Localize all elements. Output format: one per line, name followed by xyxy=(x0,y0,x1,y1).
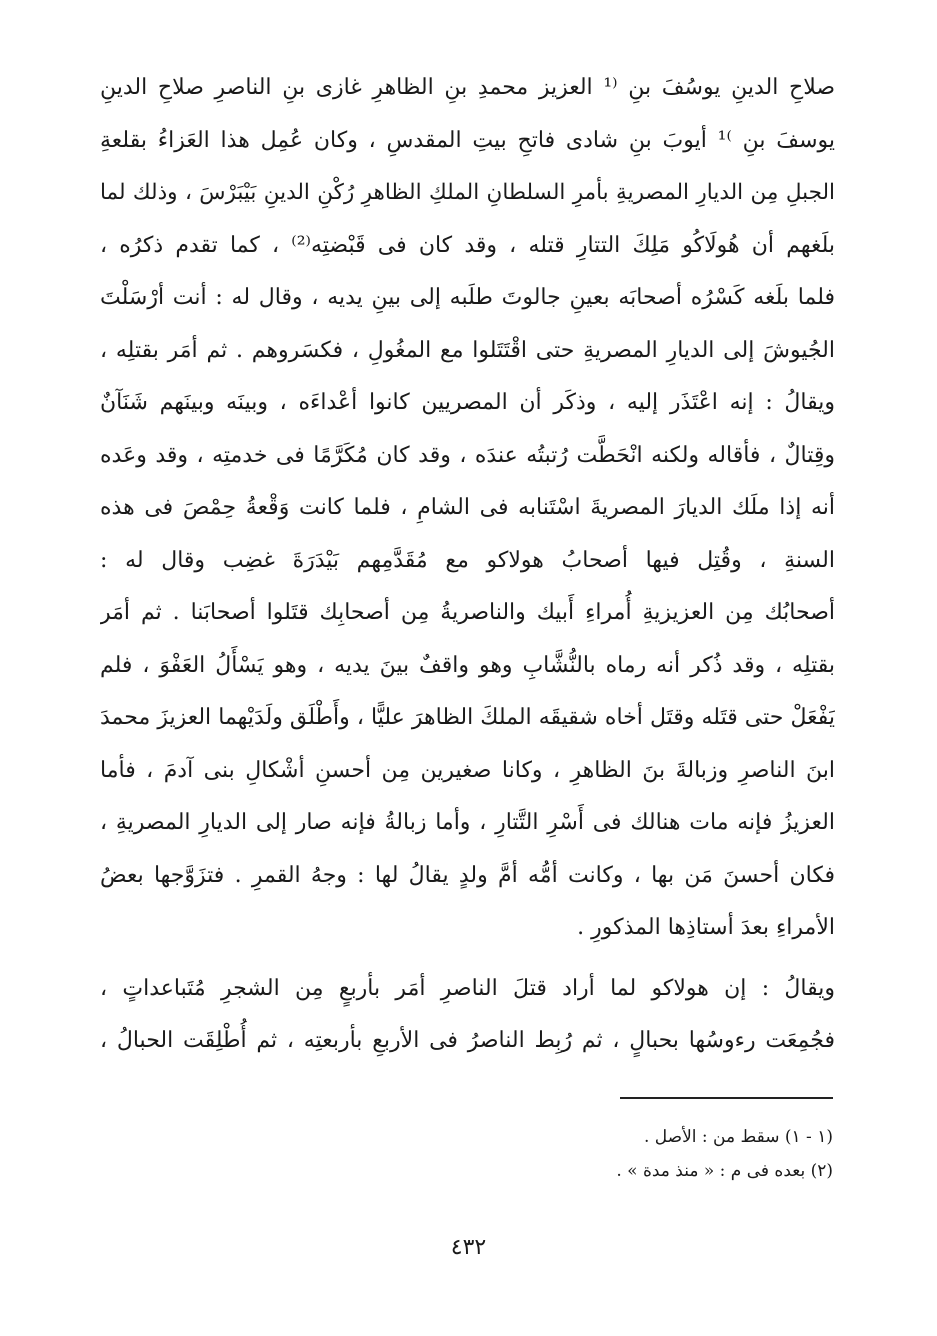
text-line: الجبلِ مِن الديارِ المصريةِ بأمرِ السلطانِ الملكِ الظاهرِ رُكْنِ الدينِ بَيْبَرْسَ ، وذلك لما xyxy=(100,180,835,205)
footnotes xyxy=(300,1120,833,1188)
text-line: فلما بلَغه كَسْرُه أصحابَه بعينِ جالوتَ طلَبه إلى بينِ يديه ، وقال له : أنت أرْسَلْتَ xyxy=(100,285,835,310)
text-line: يَفْعَلْ حتى قتَله وقتَل أخاه شقيقَه الملكَ الظاهرَ عليًّا ، وأَطْلَق ولَدَيْهما العزيزَ محمدَ xyxy=(100,705,835,730)
text-line: وقِتالٌ ، فأقاله ولكنه انْحَطَّت رُتبتُه عندَه ، وقد كان مُكَرَّمًا فى خدمتِه ، وقد وعَده xyxy=(100,442,835,468)
paragraph-gap xyxy=(100,955,835,963)
text-line: أنه إذا ملَك الديارَ المصريةَ اسْتَنابه فى الشامِ ، فلما كانت وَقْعةُ حِمْصَ فى هذه xyxy=(100,495,835,520)
text-line: العزيزُ فإنه مات هنالك فى أَسْرِ التَّتارِ ، وأما زبالةُ فإنه صار إلى الديارِ المصريةِ ، xyxy=(100,810,835,835)
footnote-1: (١ - ١) سقط من : الأصل . xyxy=(643,1127,833,1147)
text-line: ابنَ الناصرِ وزبالةَ بنَ الظاهرِ ، وكانا صغيرين مِن أحسنِ أشْكالِ بنى آدمَ ، فأما xyxy=(100,757,835,783)
text-line: ويقالُ : إنه اعْتَذَر إليه ، وذكَر أن المصريين كانوا أعْداءَه ، وبينَه وبينَهم شَنَآنٌ xyxy=(100,390,835,415)
text-line: الجُيوشَ إلى الديارِ المصريةِ حتى اقْتَتَلوا مع المغُولِ ، فكسَروهم . ثم أمَر بقتلِه ، xyxy=(100,337,835,363)
footnote-2: (٢) بعده فى م : « منذ مدة » . xyxy=(616,1161,833,1181)
text-line: أصحابُك مِن العزيزيةِ أُمراءِ أَبيك والناصريةُ مِن أصحابِك قتَلوا أصحابَنا . ثم أمَر xyxy=(100,600,835,625)
text-line: صلاحِ الدينِ يوسُفَ بنِ ⁽¹ العزيز محمدِ بنِ الظاهرِ غازى بنِ الناصرِ صلاحِ الدينِ xyxy=(100,75,835,100)
page-number: ٤٣٢ xyxy=(450,1235,487,1260)
text-line: ويقالُ : إن هولاكو لما أراد قتلَ الناصرِ أمَر بأربعٍ مِن الشجرِ مُتَباعداتٍ ، xyxy=(100,975,835,1001)
text-line: فجُمِعَت رءوسُها بحبالٍ ، ثم رُبِط الناصرُ فى الأربعِ بأربعتِه ، ثم أُطْلِقَت الحبالُ ، xyxy=(100,1028,835,1053)
main-text xyxy=(100,62,835,1068)
text-line: الأمراءِ بعدَ أستاذِها المذكورِ . xyxy=(577,915,835,940)
text-line: بلَغهم أن هُولَاكُو مَلِكَ التتارِ قتله ، وقد كان فى قَبْضتِه⁽²⁾ ، كما تقدم ذكرُه ، xyxy=(100,232,835,258)
text-line: فكان أحسنَ مَن بها ، وكانت أمُّه أمَّ ولدٍ يقالُ لها : وجهُ القمرِ . فتزَوَّجها بعضُ xyxy=(100,862,835,888)
text-line: يوسفَ بنِ ⁾¹ أيوبَ بنِ شادى فاتحِ بيتِ المقدسِ ، وكان عُمِل هذا العَزاءُ بقلعةِ xyxy=(100,127,835,153)
text-line: السنةِ ، وقُتِل فيها أصحابُ هولاكو مع مُقَدَّمِهم بَيْدَرَةَ غضِب وقال له : xyxy=(100,547,835,573)
text-line: بقتلِه ، وقد ذُكر أنه رماه بالنُّشَّابِ وهو واقفٌ بينَ يديه ، وهو يَسْأَلُ العَفْوَ ، فلم xyxy=(100,652,835,678)
footnote-divider xyxy=(620,1097,833,1099)
